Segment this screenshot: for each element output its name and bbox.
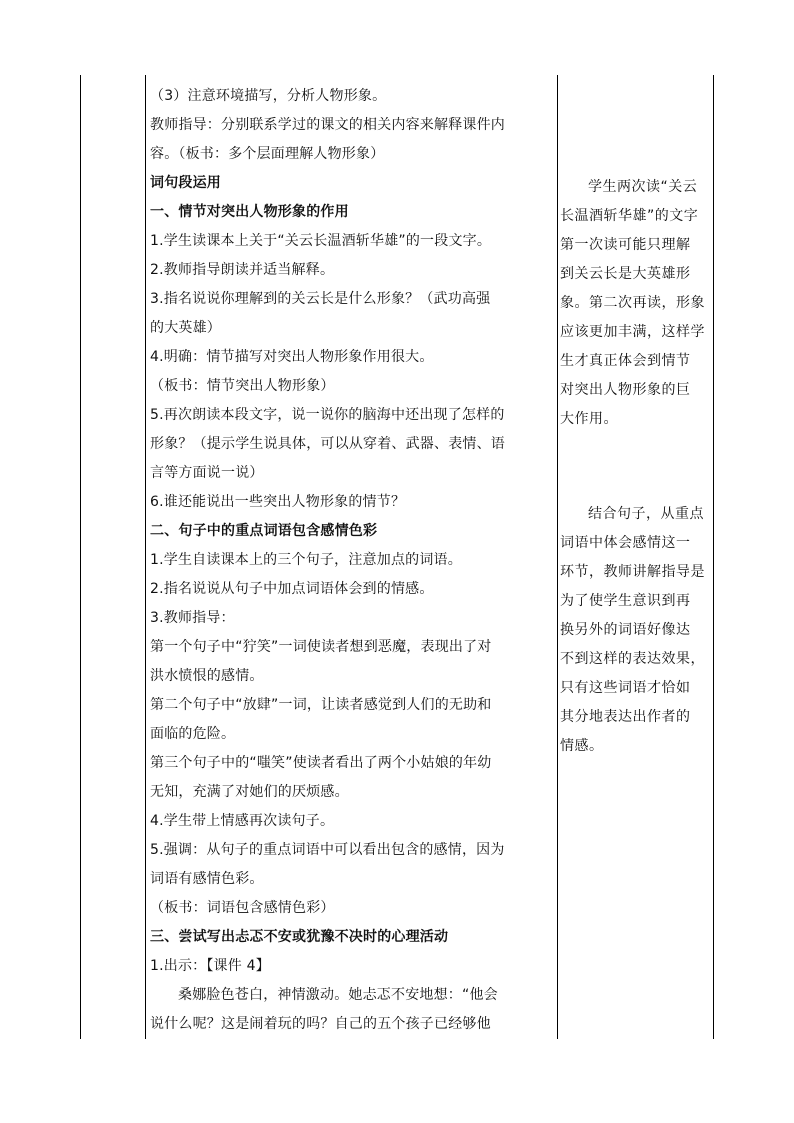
text-line: 言等方面说一说） [150,465,264,481]
text-line: （3）注意环境描写，分析人物形象。 [150,88,387,104]
section-heading: 词句段运用 [150,175,221,191]
text-line: 词语有感情色彩。 [150,871,264,887]
side-note-line: 不到这样的表达效果， [560,651,705,667]
side-note-line: 为了使学生意识到再 [560,593,691,609]
table-border-right [713,75,714,1039]
side-note-line: 学生两次读“关云 [588,179,698,195]
text-line: 2.教师指导朗读并适当解释。 [150,262,335,278]
side-note-line: 长温酒斩华雄”的文字 [560,208,699,224]
text-line: 洪水愤恨的感情。 [150,668,264,684]
text-line: 形象？（提示学生说具体，可以从穿着、武器、表情、语 [150,436,505,452]
text-line: 5.再次朗读本段文字，说一说你的脑海中还出现了怎样的 [150,407,505,423]
side-note-line: 环节，教师讲解指导是 [560,564,705,580]
text-line: 6.谁还能说出一些突出人物形象的情节？ [150,494,406,510]
text-line: 说什么呢？这是闹着玩的吗？自己的五个孩子已经够他 [150,1016,491,1032]
side-note-line: 第一次读可能只理解 [560,237,691,253]
text-line: 的大英雄） [150,320,221,336]
text-line: 4.明确：情节描写对突出人物形象作用很大。 [150,349,434,365]
text-line: 3.指名说说你理解到的关云长是什么形象？（武功高强 [150,291,491,307]
side-note-line: 情感。 [560,738,604,754]
text-line: 第一个句子中“狞笑”一词使读者想到恶魔，表现出了对 [150,639,492,655]
text-line: 1.学生读课本上关于“关云长温酒斩华雄”的一段文字。 [150,233,492,249]
section-heading: 三、尝试写出忐忑不安或犹豫不决时的心理活动 [150,929,449,945]
table-border-left [80,75,81,1039]
side-note-line: 生才真正体会到情节 [560,353,691,369]
table-border-col2 [557,75,558,1039]
text-line: 3.教师指导： [150,610,235,626]
text-line: （板书：情节突出人物形象） [150,378,335,394]
section-heading: 一、情节对突出人物形象的作用 [150,204,349,220]
side-note-line: 词语中体会感情这一 [560,535,691,551]
text-line: 第二个句子中“放肆”一词，让读者感觉到人们的无助和 [150,697,492,713]
side-note-line: 换另外的词语好像达 [560,622,691,638]
side-note-reading [560,173,712,434]
side-note-line: 只有这些词语才恰如 [560,680,691,696]
section-heading: 二、句子中的重点词语包含感情色彩 [150,523,378,539]
text-line: 教师指导：分别联系学过的课文的相关内容来解释课件内 [150,117,505,133]
text-line: 4.学生带上情感再次读句子。 [150,813,335,829]
side-note-line: 到关云长是大英雄形 [560,266,691,282]
side-note-line: 应该更加丰满，这样学 [560,324,705,340]
text-line: 1.出示：【课件 4】 [150,958,270,974]
table-border-col1 [145,75,146,1039]
text-line: 1.学生自读课本上的三个句子，注意加点的词语。 [150,552,462,568]
text-line: 无知，充满了对她们的厌烦感。 [150,784,349,800]
side-note-words [560,500,712,761]
text-line: 容。（板书：多个层面理解人物形象） [150,146,385,162]
text-line: 5.强调：从句子的重点词语中可以看出包含的感情，因为 [150,842,505,858]
text-line: （板书：词语包含感情色彩） [150,900,335,916]
side-note-line: 其分地表达出作者的 [560,709,691,725]
side-note-line: 结合句子，从重点 [588,506,704,522]
text-line: 第三个句子中的“嗤笑”使读者看出了两个小姑娘的年幼 [150,755,492,771]
side-note-line: 象。第二次再读，形象 [560,295,705,311]
side-note-line: 大作用。 [560,411,618,427]
side-note-line: 对突出人物形象的巨 [560,382,691,398]
lesson-content-column [150,82,556,1039]
text-line: 2.指名说说从句子中加点词语体会到的情感。 [150,581,434,597]
text-line: 桑娜脸色苍白，神情激动。她忐忑不安地想：“他会 [178,987,498,1003]
text-line: 面临的危险。 [150,726,236,742]
